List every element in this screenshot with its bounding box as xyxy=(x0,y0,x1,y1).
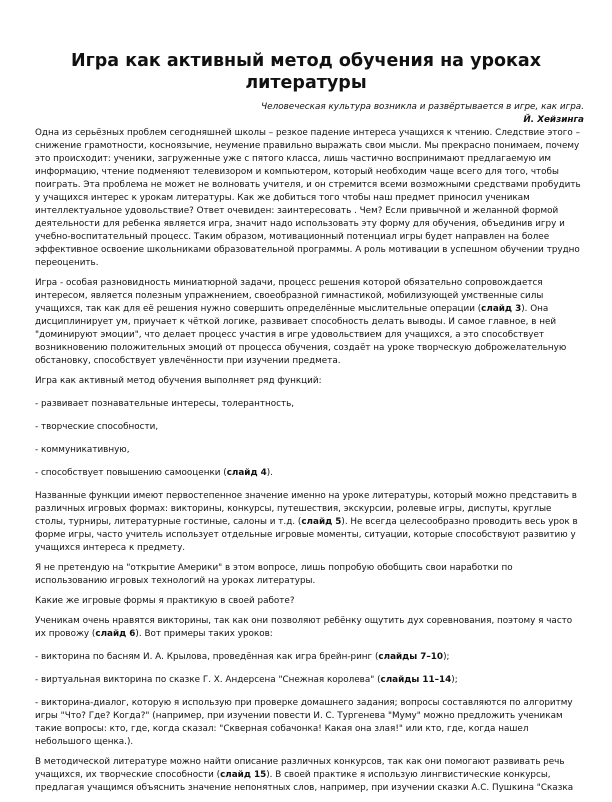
list-item xyxy=(35,651,584,664)
paragraph-disclaimer: Я не претендую на "открытие Америки" в этом вопросе, лишь попробую обобщить свои наработки по использованию игровых технологий на уроках литературы. xyxy=(35,563,513,586)
slide-ref: слайды 7–10 xyxy=(378,652,444,662)
text: ). Не всегда целесообразно проводить весь урок в форме игры, часто учитель использует отдельные игровые моменты, ситуации, которые способствуют развитию у учащихся интереса к предмету. xyxy=(35,517,578,553)
paragraph-forms xyxy=(35,490,584,555)
slide-ref: слайд 5 xyxy=(301,517,342,527)
paragraph-functions-intro: Игра как активный метод обучения выполняет ряд функций: xyxy=(35,376,322,386)
list-item: - развивает познавательные интересы, толерантность, xyxy=(35,399,295,409)
list-item xyxy=(35,674,584,687)
list-item xyxy=(35,467,584,480)
text: - способствует повышению самооценки ( xyxy=(35,468,227,478)
text: Ученикам очень нравятся викторины, так как они позволяют ребёнку ощутить дух соревнования, поэтому я часто их провожу ( xyxy=(35,616,573,639)
text: Игра - особая разновидность миниатюрной задачи, процесс решения которой обязательно сопровождается интересом, является полезным упражнением, своеобразной гимнастикой, мобилизующей умственные силы учащихся, так как для её решения нужно совершить определённые мыслительные операции ( xyxy=(35,278,544,314)
epigraph xyxy=(261,101,584,127)
article-body xyxy=(35,127,584,802)
page-title xyxy=(40,50,572,94)
epigraph-author: Й. Хейзинга xyxy=(523,115,584,125)
text: ). xyxy=(266,468,273,478)
slide-ref: слайд 15 xyxy=(220,770,267,780)
list-item: - творческие способности, xyxy=(35,422,159,432)
paragraph-quizzes xyxy=(35,615,584,641)
text: - виртуальная викторина по сказке Г. Х. Андерсена "Снежная королева" ( xyxy=(35,675,381,685)
text: В методической литературе можно найти описание различных конкурсов, так как они помогают развивать речь учащихся, их творческие способности ( xyxy=(35,757,565,780)
paragraph-game-definition xyxy=(35,277,584,368)
list-item: - коммуникативную, xyxy=(35,445,130,455)
slide-ref: слайд 4 xyxy=(226,468,267,478)
text: ). В своей практике я использую лингвистические конкурсы, предлагая учащимся объяснить значение непонятных слов, например, при изучении сказки А.С. Пушкина "Сказка xyxy=(35,770,574,793)
slide-ref: слайды 11–14 xyxy=(380,675,452,685)
text: ); xyxy=(451,675,458,685)
list-item: - викторина-диалог, которую я использую при проверке домашнего задания; вопросы составляются по алгоритму игры "Что? Где? Когда?" (например, при изучении повести И. С. Тургенева "Муму" можно предложить ученикам такие вопросы: кто, где, когда сказал: "Скверная собачонка! Какая она злая!" или кто, где, когда нашел небольшого щенка.). xyxy=(35,698,573,747)
paragraph-question: Какие же игровые формы я практикую в своей работе? xyxy=(35,596,295,606)
text: ); xyxy=(443,652,450,662)
title-line-2: литературы xyxy=(245,73,367,93)
text: - викторина по басням И. А. Крылова, проведённая как игра брейн-ринг ( xyxy=(35,652,379,662)
slide-ref: слайд 3 xyxy=(481,304,522,314)
title-line-1: Игра как активный метод обучения на уроках xyxy=(70,51,541,71)
text: Названные функции имеют первостепенное значение именно на уроке литературы, который можно представить в различных игровых формах: викторины, конкурсы, путешествия, экскурсии, ролевые игры, диспуты, круглые столы, турниры, литературные гостиные, салоны и т.д. ( xyxy=(35,491,577,527)
slide-ref: слайд 6 xyxy=(95,629,136,639)
text: ). Она дисциплинирует ум, приучает к чёткой логике, развивает способность делать выводы. И самое главное, в ней "доминируют эмоции", что делает процесс участия в игре удовольствием для учащихся, а это способствует возникновению положительных эмоций от процесса обучения, создаёт на уроке творческую доброжелательную обстановку, способствует увлечённости при изучении предмета. xyxy=(35,304,567,366)
paragraph-intro: Одна из серьёзных проблем сегодняшней школы – резкое падение интереса учащихся к чтению. Следствие этого – снижение грамотности, косноязычие, неумение правильно выражать свои мысли. Мы прекрасно понимаем, почему это происходит: ученики, загруженные уже с пятого класса, лишь частично воспринимают предлагаемую им информацию, чтение подменяют телевизором и компьютером, который необходим чаще всего для того, чтобы поиграть. Эта проблема не может не волновать учителя, и он стремится всеми возможными средствами пробудить у учащихся интерес к урокам литературы. Как же добиться того чтобы наш предмет приносил ученикам интеллектуальное удовольствие? Ответ очевиден: заинтересовать . Чем? Если привычной и желанной формой деятельности для ребенка является игра, значит надо использовать эту форму для обучения, объединив игру и учебно-воспитательный процесс. Таким образом, мотивационный потенциал игры будет направлен на более эффективное освоение школьниками образовательной программы. А роль мотивации в успешном обучении трудно переоценить. xyxy=(35,128,581,268)
paragraph-contests xyxy=(35,756,584,795)
text: ). Вот примеры таких уроков: xyxy=(135,629,273,639)
epigraph-quote: Человеческая культура возникла и развёртывается в игре, как игра. xyxy=(261,102,584,112)
